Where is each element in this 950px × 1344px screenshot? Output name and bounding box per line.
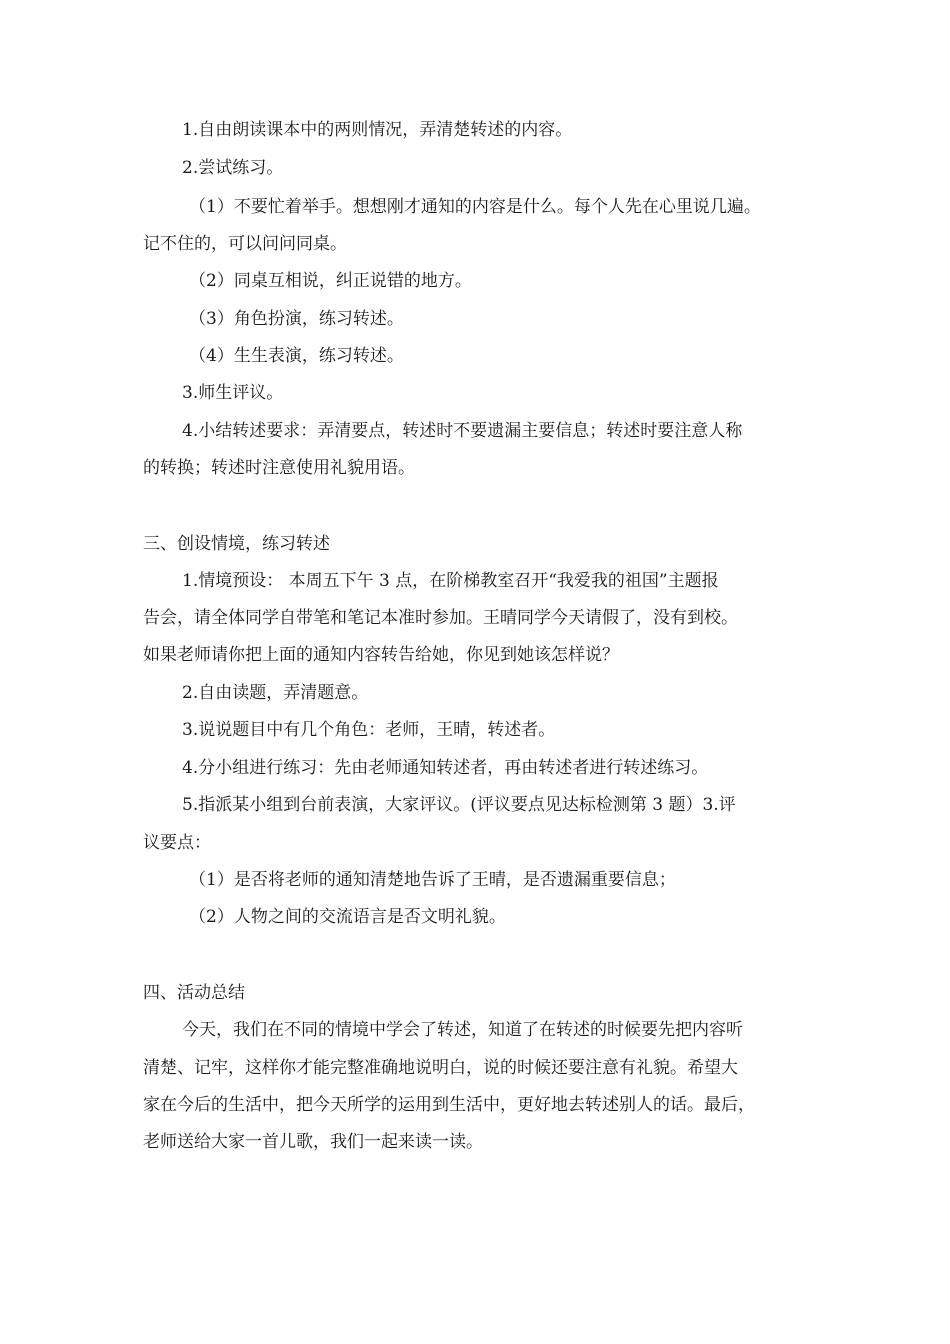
- s3-step-5-line-1: 5.指派某小组到台前表演，大家评议。(评议要点见达标检测第 3 题）3.评: [182, 795, 736, 815]
- sub-step-2: （2）同桌互相说，纠正说错的地方。: [189, 271, 472, 291]
- step-4-line-2: 的转换；转述时注意使用礼貌用语。: [143, 458, 415, 478]
- section-4-heading: 四、活动总结: [143, 983, 245, 1003]
- section-3-heading: 三、创设情境，练习转述: [143, 534, 330, 554]
- s3-step-3: 3.说说题目中有几个角色：老师，王晴，转述者。: [182, 720, 556, 740]
- step-4-line-1: 4.小结转述要求：弄清要点，转述时不要遗漏主要信息；转述时要注意人称: [182, 421, 743, 441]
- summary-line-2: 清楚、记牢，这样你才能完整准确地说明白，说的时候还要注意有礼貌。希望大: [143, 1058, 738, 1078]
- s3-step-2: 2.自由读题，弄清题意。: [182, 683, 369, 703]
- s3-point-1: （1）是否将老师的通知清楚地告诉了王晴，是否遗漏重要信息；: [189, 870, 676, 890]
- step-1: 1.自由朗读课本中的两则情况，弄清楚转述的内容。: [182, 120, 573, 140]
- s3-point-2: （2）人物之间的交流语言是否文明礼貌。: [189, 907, 506, 927]
- step-3: 3.师生评议。: [182, 383, 284, 403]
- step-2: 2.尝试练习。: [182, 158, 284, 178]
- s3-step-5-line-2: 议要点：: [143, 833, 211, 853]
- sub-step-1-line-1: （1）不要忙着举手。想想刚才通知的内容是什么。每个人先在心里说几遍。: [189, 197, 761, 217]
- sub-step-1-line-2: 记不住的，可以问问同桌。: [143, 234, 347, 254]
- s3-step-1-line-2: 告会，请全体同学自带笔和笔记本准时参加。王晴同学今天请假了，没有到校。: [143, 608, 738, 628]
- summary-line-1: 今天，我们在不同的情境中学会了转述，知道了在转述的时候要先把内容听: [182, 1020, 743, 1040]
- s3-step-1-line-3: 如果老师请你把上面的通知内容转告给她，你见到她该怎样说？: [143, 645, 619, 665]
- s3-step-1-line-1: 1.情境预设： 本周五下午 3 点，在阶梯教室召开“我爱我的祖国”主题报: [182, 571, 719, 591]
- s3-step-4: 4.分小组进行练习：先由老师通知转述者，再由转述者进行转述练习。: [182, 758, 709, 778]
- sub-step-3: （3）角色扮演，练习转述。: [189, 309, 404, 329]
- summary-line-4: 老师送给大家一首儿歌，我们一起来读一读。: [143, 1132, 483, 1152]
- sub-step-4: （4）生生表演，练习转述。: [189, 346, 404, 366]
- summary-line-3: 家在今后的生活中，把今天所学的运用到生活中，更好地去转述别人的话。最后，: [143, 1095, 755, 1115]
